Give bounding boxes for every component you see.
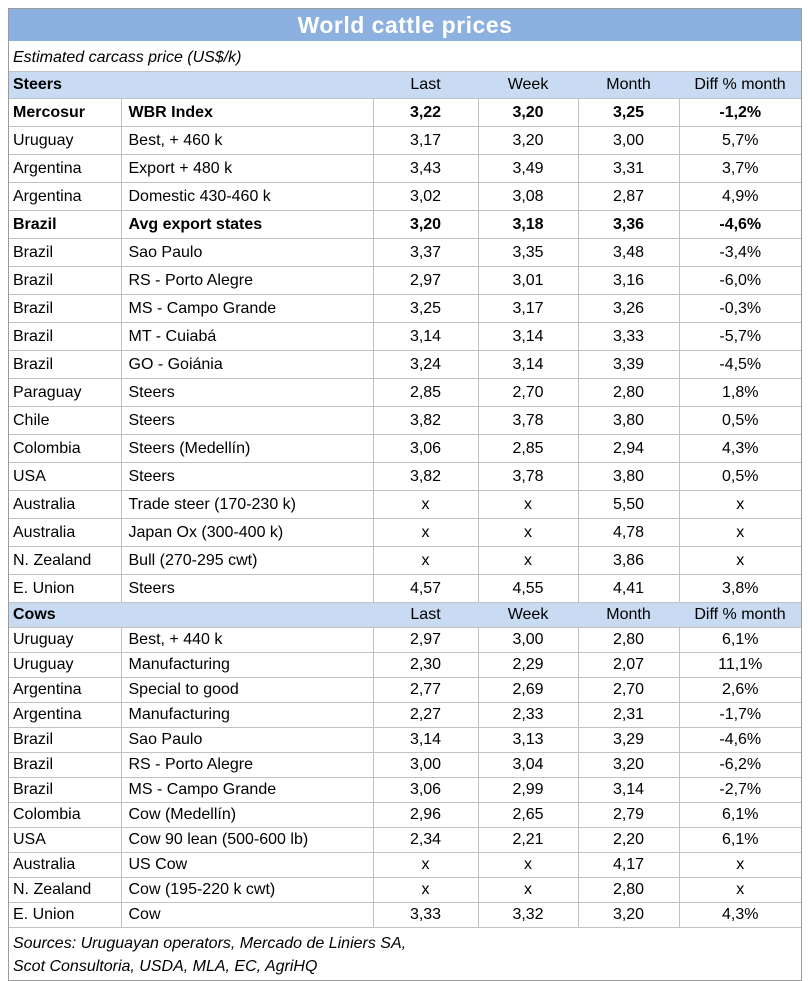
month-cell: 2,80	[578, 628, 679, 653]
prices-table	[9, 72, 801, 928]
country-cell: E. Union	[9, 903, 121, 928]
diff-cell: x	[679, 519, 801, 547]
product-cell: US Cow	[121, 853, 373, 878]
month-cell: 2,87	[578, 183, 679, 211]
week-cell: 3,17	[478, 295, 578, 323]
last-cell: 3,14	[373, 728, 478, 753]
country-cell: E. Union	[9, 575, 121, 603]
week-cell: 2,33	[478, 703, 578, 728]
week-cell: 3,18	[478, 211, 578, 239]
diff-cell: 5,7%	[679, 127, 801, 155]
product-cell: MS - Campo Grande	[121, 778, 373, 803]
last-cell: 2,97	[373, 628, 478, 653]
product-cell: Bull (270-295 cwt)	[121, 547, 373, 575]
month-cell: 4,17	[578, 853, 679, 878]
table-row	[9, 295, 801, 323]
country-cell: Brazil	[9, 778, 121, 803]
table-row	[9, 183, 801, 211]
product-cell: Cow 90 lean (500-600 lb)	[121, 828, 373, 853]
table-row	[9, 407, 801, 435]
month-cell: 3,00	[578, 127, 679, 155]
last-cell: 4,57	[373, 575, 478, 603]
month-cell: 3,39	[578, 351, 679, 379]
month-cell: 3,14	[578, 778, 679, 803]
diff-cell: 4,3%	[679, 903, 801, 928]
last-cell: 3,06	[373, 435, 478, 463]
diff-cell: -1,2%	[679, 99, 801, 127]
sources-line-2: Scot Consultoria, USDA, MLA, EC, AgriHQ	[13, 958, 318, 975]
product-cell: Japan Ox (300-400 k)	[121, 519, 373, 547]
last-cell: 3,14	[373, 323, 478, 351]
table-row	[9, 878, 801, 903]
table-row	[9, 351, 801, 379]
last-cell: 3,00	[373, 753, 478, 778]
table-row	[9, 728, 801, 753]
product-cell: Manufacturing	[121, 703, 373, 728]
table-row	[9, 778, 801, 803]
country-cell: Australia	[9, 519, 121, 547]
product-cell: Cow	[121, 903, 373, 928]
last-cell: 2,85	[373, 379, 478, 407]
month-cell: 3,26	[578, 295, 679, 323]
month-cell: 3,29	[578, 728, 679, 753]
diff-cell: -5,7%	[679, 323, 801, 351]
table-row	[9, 628, 801, 653]
table-row	[9, 828, 801, 853]
last-cell: 2,77	[373, 678, 478, 703]
last-cell: 3,02	[373, 183, 478, 211]
product-cell: Avg export states	[121, 211, 373, 239]
last-cell: x	[373, 519, 478, 547]
column-header: Last	[373, 72, 478, 99]
week-cell: 2,99	[478, 778, 578, 803]
last-cell: 3,43	[373, 155, 478, 183]
diff-cell: 6,1%	[679, 803, 801, 828]
table-row	[9, 379, 801, 407]
last-cell: x	[373, 491, 478, 519]
month-cell: 5,50	[578, 491, 679, 519]
diff-cell: x	[679, 853, 801, 878]
country-cell: Colombia	[9, 435, 121, 463]
product-cell: Best, + 460 k	[121, 127, 373, 155]
product-cell: RS - Porto Alegre	[121, 753, 373, 778]
week-cell: 3,78	[478, 407, 578, 435]
diff-cell: 2,6%	[679, 678, 801, 703]
country-cell: Brazil	[9, 239, 121, 267]
month-cell: 3,20	[578, 903, 679, 928]
month-cell: 2,20	[578, 828, 679, 853]
product-cell: MT - Cuiabá	[121, 323, 373, 351]
table-row	[9, 127, 801, 155]
country-cell: Uruguay	[9, 653, 121, 678]
last-cell: 3,06	[373, 778, 478, 803]
table-row	[9, 575, 801, 603]
country-cell: N. Zealand	[9, 878, 121, 903]
table-row	[9, 678, 801, 703]
country-cell: Brazil	[9, 351, 121, 379]
week-cell: 3,14	[478, 351, 578, 379]
month-cell: 3,36	[578, 211, 679, 239]
week-cell: 2,69	[478, 678, 578, 703]
product-cell: Best, + 440 k	[121, 628, 373, 653]
month-cell: 2,94	[578, 435, 679, 463]
diff-cell: -4,5%	[679, 351, 801, 379]
sources-note	[9, 928, 801, 980]
last-cell: 3,22	[373, 99, 478, 127]
month-cell: 2,70	[578, 678, 679, 703]
week-cell: x	[478, 547, 578, 575]
country-cell: Argentina	[9, 155, 121, 183]
diff-cell: 0,5%	[679, 463, 801, 491]
product-cell: Domestic 430-460 k	[121, 183, 373, 211]
diff-cell: 6,1%	[679, 828, 801, 853]
table-row	[9, 803, 801, 828]
week-cell: 3,49	[478, 155, 578, 183]
table-row	[9, 155, 801, 183]
diff-cell: -4,6%	[679, 211, 801, 239]
week-cell: 3,13	[478, 728, 578, 753]
column-header: Last	[373, 603, 478, 628]
week-cell: 3,01	[478, 267, 578, 295]
diff-cell: 0,5%	[679, 407, 801, 435]
week-cell: 2,29	[478, 653, 578, 678]
column-header: Diff % month	[679, 603, 801, 628]
diff-cell: 6,1%	[679, 628, 801, 653]
product-cell: Steers	[121, 463, 373, 491]
column-header: Week	[478, 603, 578, 628]
diff-cell: 11,1%	[679, 653, 801, 678]
diff-cell: 4,9%	[679, 183, 801, 211]
last-cell: 3,17	[373, 127, 478, 155]
sources-line-1: Sources: Uruguayan operators, Mercado de Liniers SA,	[13, 935, 407, 952]
month-cell: 4,78	[578, 519, 679, 547]
cattle-prices-report	[8, 8, 802, 981]
diff-cell: -1,7%	[679, 703, 801, 728]
table-row	[9, 323, 801, 351]
section-label: Cows	[9, 603, 373, 628]
table-row	[9, 99, 801, 127]
table-row	[9, 491, 801, 519]
week-cell: 4,55	[478, 575, 578, 603]
diff-cell: -3,4%	[679, 239, 801, 267]
table-row	[9, 435, 801, 463]
diff-cell: 1,8%	[679, 379, 801, 407]
country-cell: Australia	[9, 853, 121, 878]
product-cell: Steers	[121, 575, 373, 603]
product-cell: Steers	[121, 379, 373, 407]
week-cell: 3,00	[478, 628, 578, 653]
week-cell: x	[478, 853, 578, 878]
country-cell: USA	[9, 463, 121, 491]
last-cell: 2,97	[373, 267, 478, 295]
product-cell: Steers (Medellín)	[121, 435, 373, 463]
product-cell: MS - Campo Grande	[121, 295, 373, 323]
country-cell: Argentina	[9, 703, 121, 728]
week-cell: x	[478, 878, 578, 903]
table-row	[9, 853, 801, 878]
table-row	[9, 463, 801, 491]
table-row	[9, 239, 801, 267]
month-cell: 3,86	[578, 547, 679, 575]
product-cell: WBR Index	[121, 99, 373, 127]
month-cell: 2,31	[578, 703, 679, 728]
month-cell: 3,80	[578, 407, 679, 435]
table-row	[9, 519, 801, 547]
month-cell: 2,80	[578, 878, 679, 903]
country-cell: N. Zealand	[9, 547, 121, 575]
last-cell: 3,82	[373, 463, 478, 491]
product-cell: Cow (Medellín)	[121, 803, 373, 828]
month-cell: 3,48	[578, 239, 679, 267]
last-cell: 3,20	[373, 211, 478, 239]
week-cell: x	[478, 491, 578, 519]
last-cell: 3,24	[373, 351, 478, 379]
table-row	[9, 753, 801, 778]
month-cell: 4,41	[578, 575, 679, 603]
country-cell: Australia	[9, 491, 121, 519]
last-cell: x	[373, 878, 478, 903]
week-cell: 3,20	[478, 127, 578, 155]
country-cell: Uruguay	[9, 628, 121, 653]
column-header: Month	[578, 603, 679, 628]
country-cell: Chile	[9, 407, 121, 435]
diff-cell: -0,3%	[679, 295, 801, 323]
product-cell: GO - Goiánia	[121, 351, 373, 379]
product-cell: RS - Porto Alegre	[121, 267, 373, 295]
last-cell: 3,37	[373, 239, 478, 267]
column-header: Week	[478, 72, 578, 99]
last-cell: 2,34	[373, 828, 478, 853]
month-cell: 3,31	[578, 155, 679, 183]
column-header: Diff % month	[679, 72, 801, 99]
diff-cell: x	[679, 491, 801, 519]
last-cell: 3,33	[373, 903, 478, 928]
diff-cell: -6,2%	[679, 753, 801, 778]
diff-cell: -6,0%	[679, 267, 801, 295]
table-row	[9, 267, 801, 295]
table-row	[9, 703, 801, 728]
country-cell: Argentina	[9, 183, 121, 211]
table-row	[9, 211, 801, 239]
week-cell: 3,35	[478, 239, 578, 267]
diff-cell: x	[679, 878, 801, 903]
month-cell: 3,33	[578, 323, 679, 351]
week-cell: 2,70	[478, 379, 578, 407]
month-cell: 2,07	[578, 653, 679, 678]
country-cell: Argentina	[9, 678, 121, 703]
week-cell: x	[478, 519, 578, 547]
country-cell: Mercosur	[9, 99, 121, 127]
column-header: Month	[578, 72, 679, 99]
product-cell: Export + 480 k	[121, 155, 373, 183]
product-cell: Steers	[121, 407, 373, 435]
report-title: World cattle prices	[9, 9, 801, 41]
last-cell: 2,30	[373, 653, 478, 678]
month-cell: 3,20	[578, 753, 679, 778]
country-cell: Brazil	[9, 295, 121, 323]
country-cell: Brazil	[9, 267, 121, 295]
report-subtitle: Estimated carcass price (US$/k)	[9, 41, 801, 72]
month-cell: 3,25	[578, 99, 679, 127]
last-cell: 2,96	[373, 803, 478, 828]
product-cell: Sao Paulo	[121, 239, 373, 267]
week-cell: 3,32	[478, 903, 578, 928]
table-row	[9, 653, 801, 678]
country-cell: Brazil	[9, 211, 121, 239]
section-header-row	[9, 72, 801, 99]
last-cell: x	[373, 853, 478, 878]
product-cell: Cow (195-220 k cwt)	[121, 878, 373, 903]
diff-cell: 3,8%	[679, 575, 801, 603]
product-cell: Manufacturing	[121, 653, 373, 678]
week-cell: 2,21	[478, 828, 578, 853]
prices-table-body	[9, 72, 801, 928]
diff-cell: -2,7%	[679, 778, 801, 803]
week-cell: 3,08	[478, 183, 578, 211]
country-cell: Brazil	[9, 728, 121, 753]
last-cell: 2,27	[373, 703, 478, 728]
section-label: Steers	[9, 72, 373, 99]
country-cell: Brazil	[9, 323, 121, 351]
month-cell: 3,16	[578, 267, 679, 295]
last-cell: x	[373, 547, 478, 575]
week-cell: 3,20	[478, 99, 578, 127]
country-cell: Colombia	[9, 803, 121, 828]
table-row	[9, 547, 801, 575]
last-cell: 3,82	[373, 407, 478, 435]
week-cell: 2,85	[478, 435, 578, 463]
product-cell: Trade steer (170-230 k)	[121, 491, 373, 519]
diff-cell: x	[679, 547, 801, 575]
diff-cell: 4,3%	[679, 435, 801, 463]
week-cell: 3,14	[478, 323, 578, 351]
product-cell: Special to good	[121, 678, 373, 703]
last-cell: 3,25	[373, 295, 478, 323]
month-cell: 2,79	[578, 803, 679, 828]
table-row	[9, 903, 801, 928]
month-cell: 3,80	[578, 463, 679, 491]
country-cell: USA	[9, 828, 121, 853]
country-cell: Brazil	[9, 753, 121, 778]
diff-cell: -4,6%	[679, 728, 801, 753]
month-cell: 2,80	[578, 379, 679, 407]
week-cell: 3,78	[478, 463, 578, 491]
diff-cell: 3,7%	[679, 155, 801, 183]
week-cell: 2,65	[478, 803, 578, 828]
country-cell: Uruguay	[9, 127, 121, 155]
section-header-row	[9, 603, 801, 628]
product-cell: Sao Paulo	[121, 728, 373, 753]
country-cell: Paraguay	[9, 379, 121, 407]
week-cell: 3,04	[478, 753, 578, 778]
